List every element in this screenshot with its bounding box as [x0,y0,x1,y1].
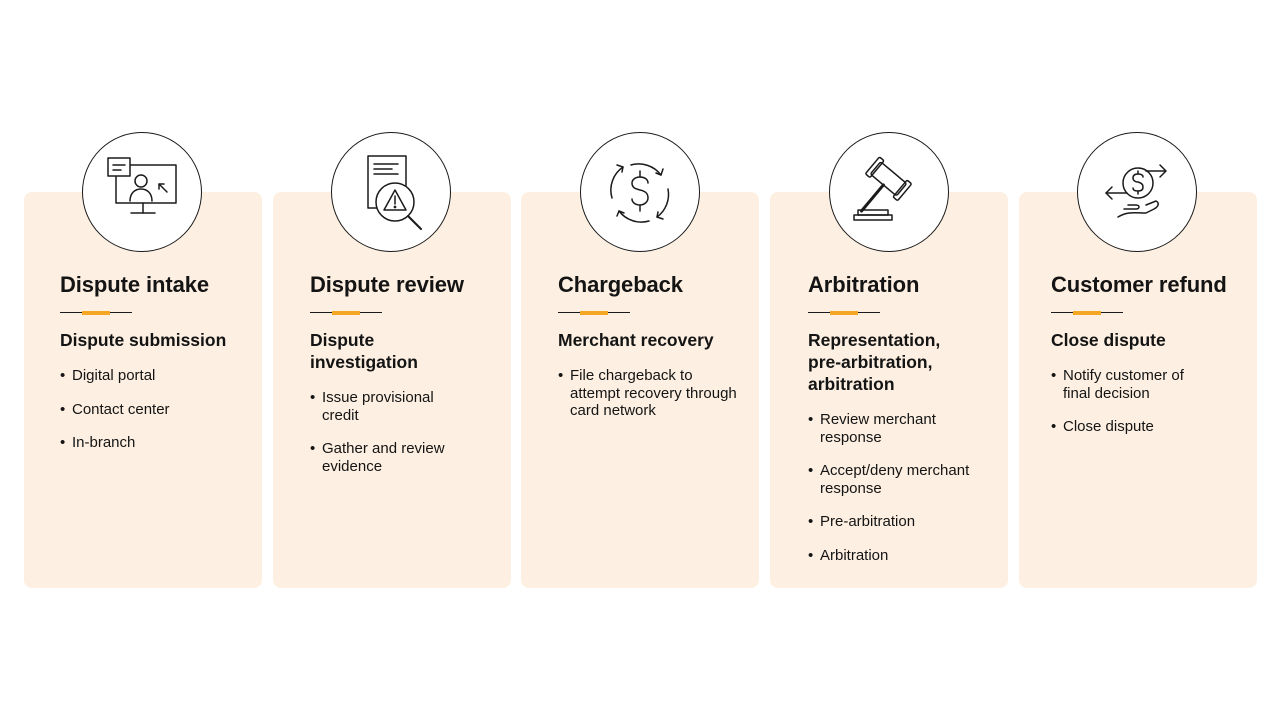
bullet-item: • Arbitration [808,547,973,565]
title-divider [310,312,382,313]
bullet-item: • Contact center [60,401,220,419]
divider-accent [82,311,110,315]
stage-content [1051,272,1247,452]
title-divider [60,312,132,313]
stage-content [310,272,501,491]
stage-content [808,272,998,580]
bullet-list [1051,367,1191,436]
bullet-item: • Accept/deny merchant response [808,462,973,497]
stage-content [558,272,749,436]
stage-subtitle: Dispute submission [60,330,227,350]
stage-subtitle: Dispute investigation [310,330,418,372]
bullet-list [310,389,460,475]
stage-title: Dispute intake [60,272,209,297]
stage-title: Arbitration [808,272,920,297]
title-divider [808,312,880,313]
bullet-item: • Review merchant response [808,411,973,446]
stage-title: Customer refund [1051,272,1227,297]
bullet-item: • In-branch [60,434,220,452]
bullet-item: • Close dispute [1051,418,1191,436]
computer-user-icon [82,132,202,252]
title-divider [558,312,630,313]
stage-subtitle: Close dispute [1051,330,1166,350]
divider-accent [830,311,858,315]
bullet-list [808,411,973,564]
refund-hand-icon [1077,132,1197,252]
divider-accent [580,311,608,315]
divider-accent [1073,311,1101,315]
stage-content [60,272,252,468]
divider-accent [332,311,360,315]
stage-title: Chargeback [558,272,683,297]
bullet-item: • Gather and review evidence [310,440,460,475]
title-divider [1051,312,1123,313]
stage-title: Dispute review [310,272,464,297]
bullet-item: • Issue provisional credit [310,389,460,424]
gavel-icon [829,132,949,252]
stage-subtitle: Representation, pre-arbitration, arbitration [808,330,941,394]
bullet-item: • Pre-arbitration [808,513,973,531]
stage-subtitle: Merchant recovery [558,330,714,350]
bullet-item: • Digital portal [60,367,220,385]
bullet-list [60,367,220,452]
document-warning-magnifier-icon [331,132,451,252]
bullet-item: • File chargeback to attempt recovery through card network [558,367,738,420]
bullet-list [558,367,738,420]
bullet-item: • Notify customer of final decision [1051,367,1191,402]
dollar-cycle-icon [580,132,700,252]
